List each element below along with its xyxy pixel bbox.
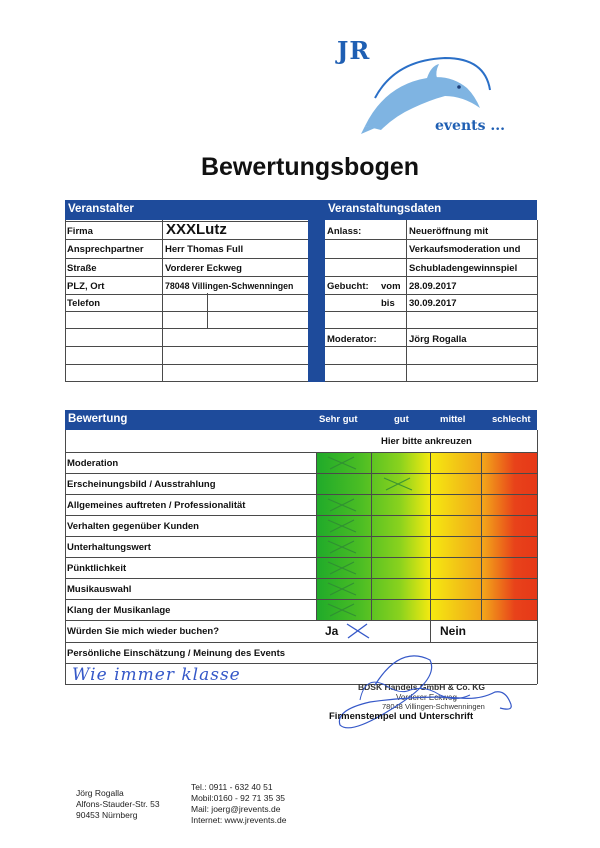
rebook-yes-label: Ja bbox=[325, 624, 339, 638]
check-mark-icon bbox=[326, 561, 360, 575]
opinion-handwritten: Wie immer klasse bbox=[72, 665, 241, 685]
rebook-question: Würden Sie mich wieder buchen? bbox=[67, 626, 220, 637]
company-logo bbox=[335, 30, 535, 140]
bis-label: bis bbox=[381, 298, 395, 309]
scale-schlecht: schlecht bbox=[492, 414, 531, 425]
anlass-label: Anlass: bbox=[327, 226, 362, 237]
criterion-auftreten: Allgemeines auftreten / Professionalität bbox=[67, 500, 246, 511]
footer-mobile: Mobil:0160 - 92 71 35 35 bbox=[191, 793, 286, 803]
footer-phone: Tel.: 0911 - 632 40 51 bbox=[191, 782, 273, 792]
footer-address-street: Alfons-Stauder-Str. 53 bbox=[76, 799, 160, 809]
vom-date: 28.09.2017 bbox=[409, 281, 457, 292]
rating-header-label: Bewertung bbox=[68, 413, 128, 425]
stamp-line-1: BDSK Handels GmbH & Co. KG bbox=[358, 682, 486, 692]
event-header-label: Veranstaltungsdaten bbox=[328, 203, 442, 215]
signature-scribble bbox=[330, 640, 530, 740]
anlass-line-3: Schubladengewinnspiel bbox=[409, 263, 518, 274]
stamp-line-3: 78048 Villingen-Schwenningen bbox=[382, 702, 485, 711]
ansprechpartner-label: Ansprechpartner bbox=[67, 244, 144, 255]
check-mark-icon bbox=[326, 582, 360, 596]
table-divider-blue bbox=[308, 200, 325, 382]
check-mark-icon bbox=[326, 540, 360, 554]
organizer-header-label: Veranstalter bbox=[68, 203, 134, 215]
page-title: Bewertungsbogen bbox=[200, 153, 420, 181]
stamp-line-2: Vorderer Eckweg bbox=[396, 693, 457, 702]
criterion-puenktlichkeit: Pünktlichkeit bbox=[67, 563, 127, 574]
gebucht-label: Gebucht: bbox=[327, 281, 369, 292]
anlass-line-2: Verkaufsmoderation und bbox=[409, 244, 521, 255]
footer-address-name: Jörg Rogalla bbox=[76, 788, 124, 798]
telefon-label: Telefon bbox=[67, 298, 101, 309]
check-mark-icon bbox=[326, 456, 360, 470]
check-mark-icon bbox=[326, 498, 360, 512]
rebook-yes-check-icon bbox=[345, 622, 371, 640]
criterion-klang: Klang der Musikanlage bbox=[67, 605, 171, 616]
rebook-no-label: Nein bbox=[440, 624, 467, 638]
event-header bbox=[325, 200, 537, 220]
check-mark-icon bbox=[326, 519, 360, 533]
footer-address-city: 90453 Nürnberg bbox=[76, 810, 138, 820]
plz-ort-label: PLZ, Ort bbox=[67, 281, 105, 292]
criterion-verhalten: Verhalten gegenüber Kunden bbox=[67, 521, 199, 532]
plz-ort-value: 78048 Villingen-Schwenningen bbox=[165, 281, 294, 291]
rating-header bbox=[65, 410, 537, 430]
check-mark-icon bbox=[382, 477, 416, 491]
criterion-musikauswahl: Musikauswahl bbox=[67, 584, 132, 595]
logo-letters: JR bbox=[337, 36, 371, 65]
firma-value: XXXLutz bbox=[166, 221, 227, 238]
scale-gut: gut bbox=[394, 414, 409, 425]
moderator-value: Jörg Rogalla bbox=[409, 334, 467, 345]
anlass-line-1: Neueröffnung mit bbox=[409, 226, 489, 237]
footer-email[interactable]: Mail: joerg@jrevents.de bbox=[191, 804, 281, 814]
footer-website[interactable]: Internet: www.jrevents.de bbox=[191, 815, 287, 825]
bis-date: 30.09.2017 bbox=[409, 298, 457, 309]
footer-address bbox=[76, 788, 160, 821]
criterion-unterhaltungswert: Unterhaltungswert bbox=[67, 542, 151, 553]
moderator-label: Moderator: bbox=[327, 334, 377, 345]
hint-text: Hier bitte ankreuzen bbox=[381, 436, 472, 447]
opinion-label: Persönliche Einschätzung / Meinung des Events bbox=[67, 648, 286, 659]
check-mark-icon bbox=[326, 603, 360, 617]
scale-mittel: mittel bbox=[440, 414, 466, 425]
organizer-header bbox=[65, 200, 308, 220]
strasse-label: Straße bbox=[67, 263, 97, 274]
logo-tagline: events ... bbox=[435, 118, 505, 134]
criterion-moderation: Moderation bbox=[67, 458, 119, 469]
ansprechpartner-value: Herr Thomas Full bbox=[165, 244, 244, 255]
vom-label: vom bbox=[381, 281, 401, 292]
criterion-erscheinungsbild: Erscheinungsbild / Ausstrahlung bbox=[67, 479, 216, 490]
footer-contact bbox=[191, 782, 286, 826]
firma-label: Firma bbox=[67, 226, 93, 237]
strasse-value: Vorderer Eckweg bbox=[165, 263, 242, 274]
scale-sehr-gut: Sehr gut bbox=[319, 414, 358, 425]
signature-label: Firmenstempel und Unterschrift bbox=[329, 711, 474, 722]
